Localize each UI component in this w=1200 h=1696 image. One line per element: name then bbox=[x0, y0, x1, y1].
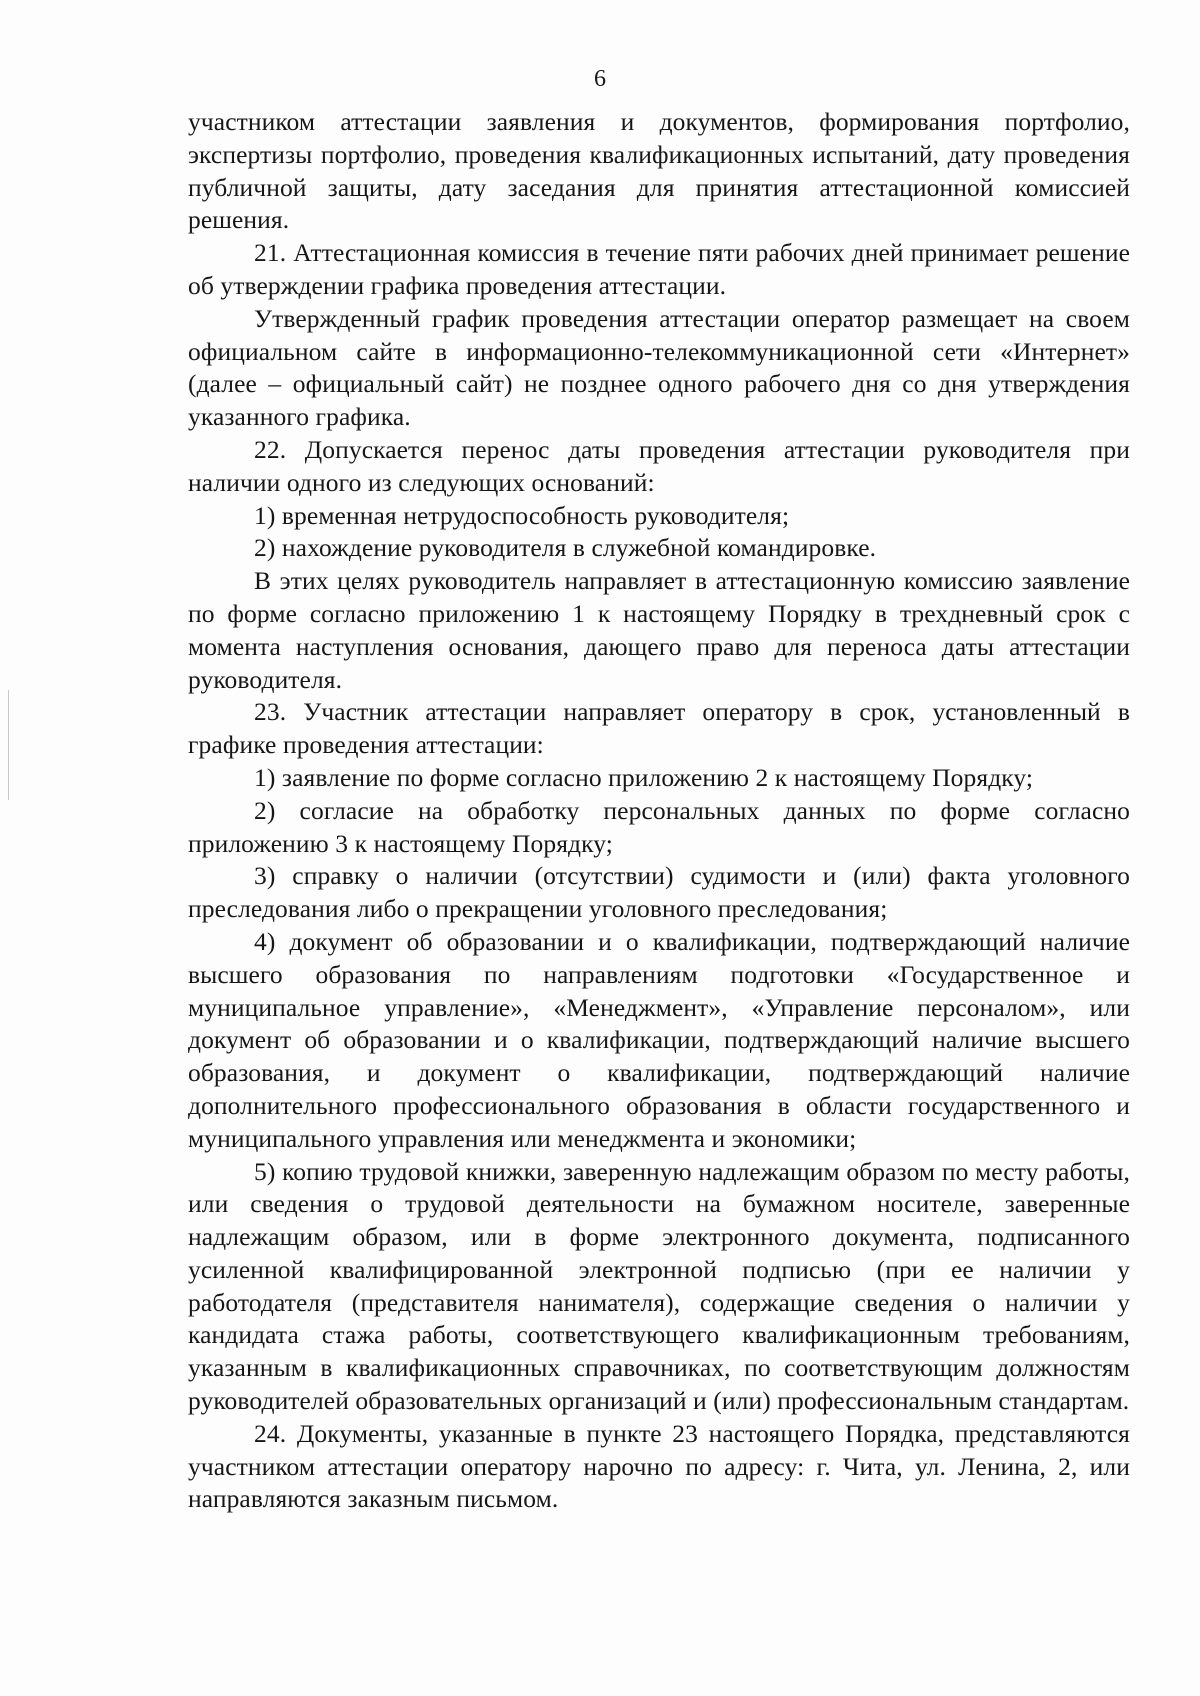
list-item-22-2: 2) нахождение руководителя в служебной командировке. bbox=[254, 533, 877, 563]
document-body bbox=[188, 106, 1130, 1516]
list-item-22-1: 1) временная нетрудоспособность руководителя; bbox=[254, 500, 790, 530]
list-item-23-2: 2) согласие на обработку персональных данных по форме согласно приложению 3 к настоящему Порядку; bbox=[188, 795, 1130, 858]
paragraph-item-24: 24. Документы, указанные в пункте 23 настоящего Порядка, представляются участником аттестации оператору нарочно по адресу: г. Чита, ул. Ленина, 2, или направляются заказным письмом. bbox=[188, 1418, 1130, 1514]
page-number: 6 bbox=[594, 66, 606, 92]
list-item-23-4: 4) документ об образовании и о квалификации, подтверждающий наличие высшего образования по направлениям подготовки «Государственное и муниципальное управление», «Менеджмент», «Управление персоналом», или документ об образовании и о квалификации, подтверждающий наличие высшего образования, и документ о квалификации, подтверждающий наличие дополнительного профессионального образования в области государственного и муниципального управления или менеджмента и экономики; bbox=[188, 926, 1130, 1153]
paragraph-postponement-procedure: В этих целях руководитель направляет в аттестационную комиссию заявление по форме согласно приложению 1 к настоящему Порядку в трехдневный срок с момента наступления основания, дающего право для переноса даты аттестации руководителя. bbox=[188, 566, 1130, 694]
list-item-23-1: 1) заявление по форме согласно приложению 2 к настоящему Порядку; bbox=[254, 762, 1034, 792]
paragraph-schedule-publication: Утвержденный график проведения аттестации оператор размещает на своем официальном сайте в информационно-телекоммуникационной сети «Интернет» (далее – официальный сайт) не позднее одного рабочего дня со дня утверждения указанного графика. bbox=[188, 303, 1130, 432]
paragraph-continuation: участником аттестации заявления и документов, формирования портфолио, экспертизы портфолио, проведения квалификационных испытаний, дату проведения публичной защиты, дату заседания для принятия аттестационной комиссией решения. bbox=[188, 107, 1130, 235]
scan-edge-mark bbox=[8, 690, 9, 800]
paragraph-item-21: 21. Аттестационная комиссия в течение пяти рабочих дней принимает решение об утверждении графика проведения аттестации. bbox=[188, 238, 1130, 300]
paragraph-item-23: 23. Участник аттестации направляет оператору в срок, установленный в графике проведения аттестации: bbox=[188, 697, 1130, 760]
list-item-23-5: 5) копию трудовой книжки, заверенную надлежащим образом по месту работы, или сведения о трудовой деятельности на бумажном носителе, заверенные надлежащим образом, или в форме электронного документа, подписанного усиленной квалифицированной электронной подписью (при ее наличии у работодателя (представителя нанимателя), содержащие сведения о наличии у кандидата стажа работы, соответствующего квалификационным требованиям, указанным в квалификационных справочниках, по соответствующим должностям руководителей образовательных организаций и (или) профессиональным стандартам. bbox=[188, 1156, 1130, 1416]
list-item-23-3: 3) справку о наличии (отсутствии) судимости и (или) факта уголовного преследования либо о прекращении уголовного преследования; bbox=[188, 861, 1130, 924]
paragraph-item-22: 22. Допускается перенос даты проведения аттестации руководителя при наличии одного из следующих оснований: bbox=[188, 434, 1130, 497]
